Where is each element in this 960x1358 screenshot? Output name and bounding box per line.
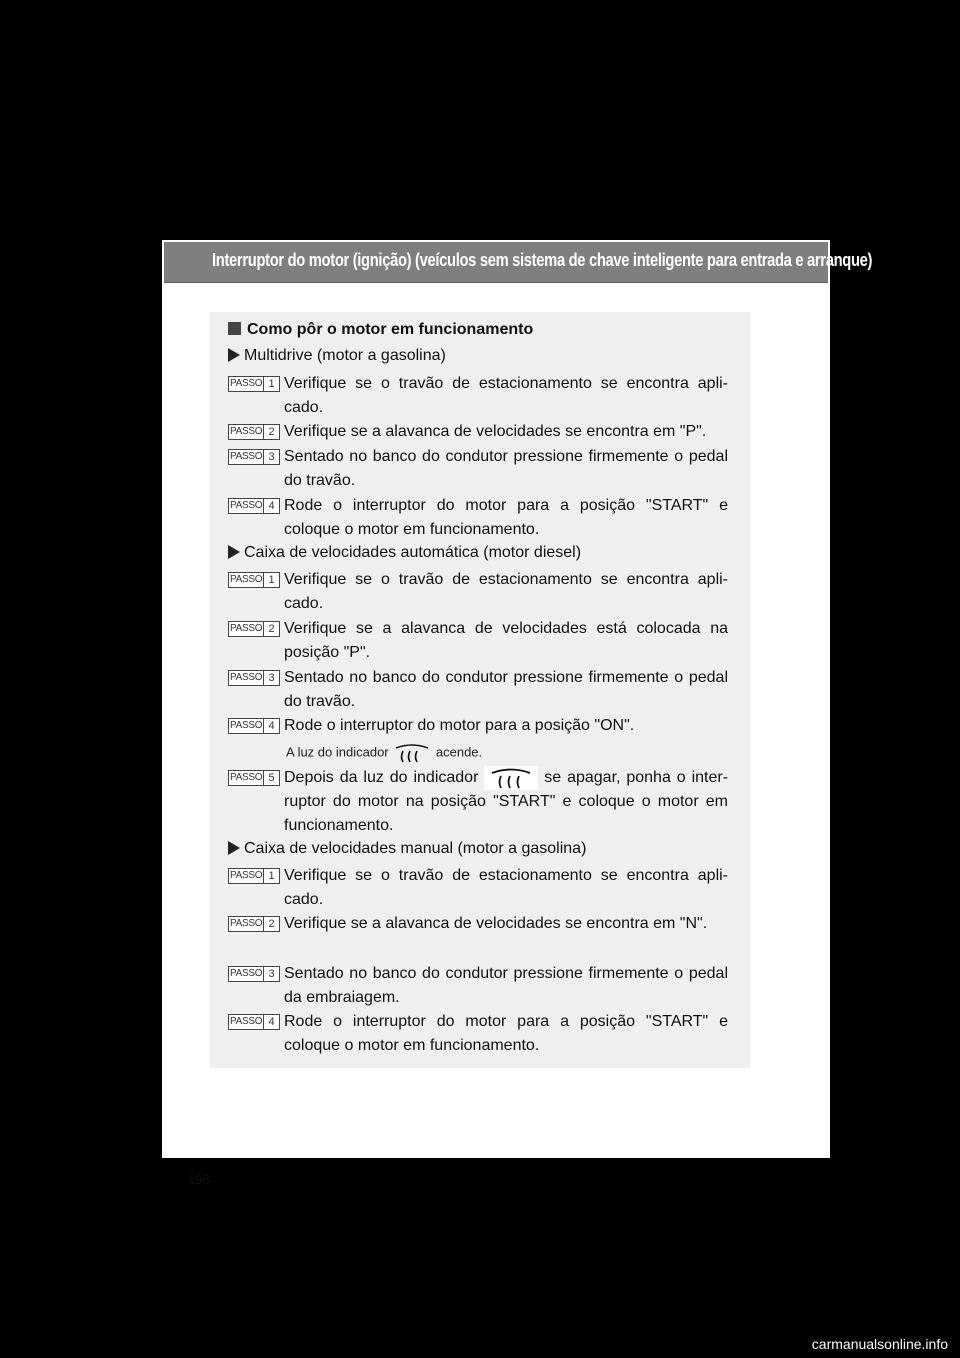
step-badge: PASSO 2	[228, 621, 280, 637]
step-item: PASSO 2 Verifique se a alavanca de velocidades está colocada na posição "P".	[230, 620, 728, 661]
step-item: PASSO 3 Sentado no banco do condutor pressione firmemente o pedal do travão.	[230, 448, 728, 489]
step-item: PASSO 1 Verifique se o travão de estacionamento se encontra apli-cado.	[230, 867, 728, 908]
step-item: PASSO 2 Verifique se a alavanca de velocidades se encontra em "N".	[230, 915, 708, 932]
glow-plug-indicator-icon	[392, 742, 432, 764]
step-item: PASSO 1 Verifique se o travão de estacionamento se encontra apli-cado.	[230, 571, 728, 612]
step-item: PASSO 4 Rode o interruptor do motor para a posição "START" e coloque o motor em funcionamento.	[230, 1013, 728, 1054]
step-badge: PASSO 4	[228, 498, 280, 514]
step-badge: PASSO 4	[228, 1014, 280, 1030]
square-bullet-icon	[228, 322, 241, 335]
step-badge: PASSO 1	[228, 376, 280, 392]
step-badge: PASSO 1	[228, 868, 280, 884]
triangle-arrow-icon	[228, 545, 240, 559]
step-item: PASSO 3 Sentado no banco do condutor pressione firmemente o pedal da embraiagem.	[230, 965, 728, 1006]
step-item: PASSO 3 Sentado no banco do condutor pressione firmemente o pedal do travão.	[230, 669, 728, 710]
page-title: Interruptor do motor (ignição) (veículos sem sistema de chave inteligente para entrada e arranque)	[212, 250, 873, 270]
step-item: PASSO 4 Rode o interruptor do motor para a posição "START" e coloque o motor em funcionamento.	[230, 497, 728, 538]
group-title: Caixa de velocidades manual (motor a gasolina)	[228, 840, 586, 858]
glow-plug-indicator-icon	[484, 766, 538, 790]
step-badge: PASSO 2	[228, 424, 280, 440]
step-badge: PASSO 3	[228, 966, 280, 982]
step-badge: PASSO 4	[228, 718, 280, 734]
triangle-arrow-icon	[228, 841, 240, 855]
step-item: PASSO 1 Verifique se o travão de estacionamento se encontra apli-cado.	[230, 375, 728, 416]
group-title: Multidrive (motor a gasolina)	[228, 347, 446, 365]
step-badge: PASSO 2	[228, 916, 280, 932]
manual-page	[162, 240, 873, 1187]
step-item: PASSO 5 Depois da luz do indicador se apagar, ponha o inter-ruptor do motor na posição "START" e coloque o motor em funcionamento.	[228, 766, 728, 838]
step-note: A luz do indicador acende.	[286, 742, 482, 764]
page-number: 196	[188, 1172, 210, 1187]
footer-watermark: carmanualsonline.info	[811, 1336, 948, 1352]
section-title: Como pôr o motor em funcionamento	[228, 321, 533, 339]
step-badge: PASSO 1	[228, 572, 280, 588]
step-badge: PASSO 3	[228, 670, 280, 686]
triangle-arrow-icon	[228, 348, 240, 362]
step-badge: PASSO 5	[228, 770, 280, 786]
group-title: Caixa de velocidades automática (motor diesel)	[228, 544, 581, 562]
step-item: PASSO 2 Verifique se a alavanca de velocidades se encontra em "P".	[230, 423, 707, 440]
step-badge: PASSO 3	[228, 449, 280, 465]
header-bar	[164, 242, 873, 283]
content-box	[210, 312, 750, 1068]
step-item: PASSO 4 Rode o interruptor do motor para a posição "ON".	[230, 717, 635, 734]
